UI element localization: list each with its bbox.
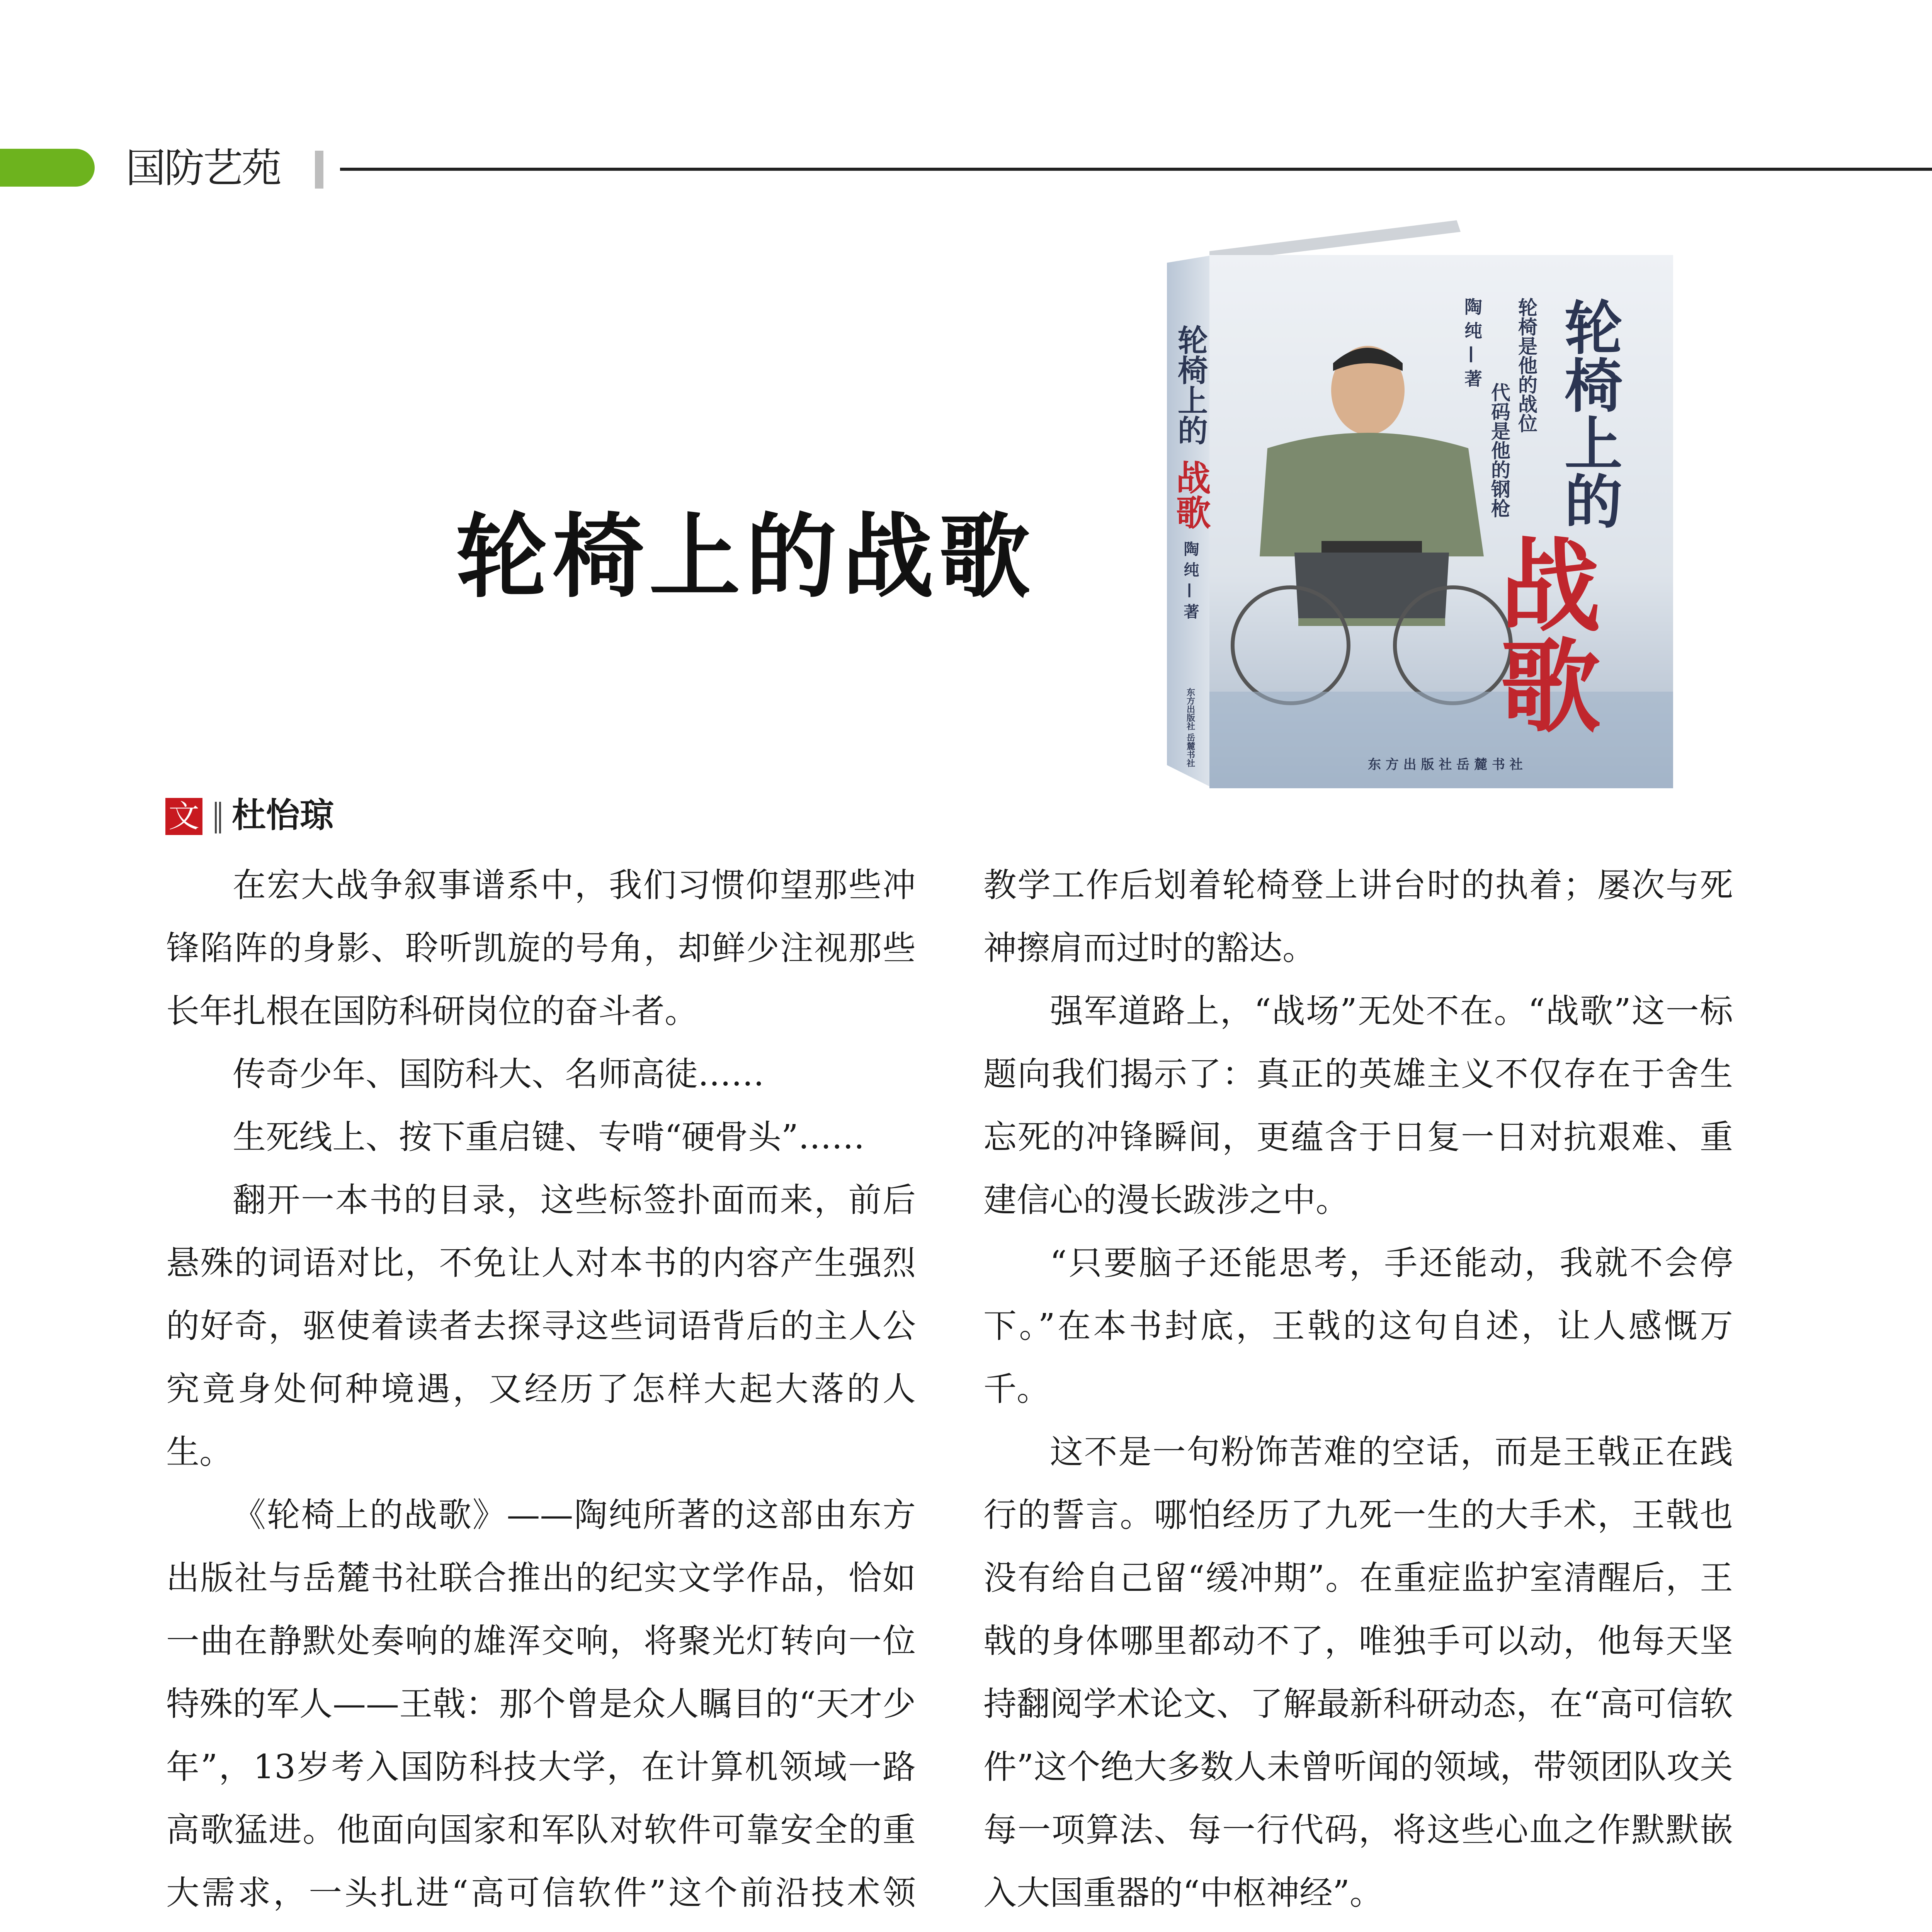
paragraph: 翻开一本书的目录，这些标签扑面而来，前后悬殊的词语对比，不免让人对本书的内容产生强烈的好奇，驱使着读者去探寻这些词语背后的主人公究竟身处何种境遇，又经历了怎样大起大落的人生。 (166, 1181, 916, 1471)
cover-subtitle-1: 轮椅是他的战位 (1515, 298, 1537, 433)
cover-subtitle-2: 代码是他的钢枪 (1488, 383, 1510, 518)
paragraph: 传奇少年、国防科大、名师高徒…… (233, 1055, 764, 1094)
section-name: 国防艺苑 (126, 145, 281, 192)
cover-title-bottom: 战歌 (1483, 533, 1600, 734)
paragraph: 这不是一句粉饰苦难的空话，而是王戟正在践行的誓言。哪怕经历了九死一生的大手术，王戟也没有给自己留“缓冲期”。在重症监护室清醒后，王戟的身体哪里都动不了，唯独手可以动，他每天坚持翻阅学术论文、了解最新科研动态，在“高可信软件”这个绝大多数人未曾听闻的领域，带领团队攻关每一项算法、每一行代码，将这些心血之作默默嵌入大国重器的“中枢神经”。 (983, 1433, 1733, 1912)
cover-author: 陶 纯 — 著 (1462, 298, 1483, 388)
spine-title-bottom: 战歌 (1170, 460, 1211, 529)
paragraph: 教学工作后划着轮椅登上讲台时的执着；屡次与死神擦肩而过时的豁达。 (983, 866, 1733, 968)
byline-tag: 文 (165, 798, 202, 835)
header-rule (340, 168, 1932, 171)
book-cover-image (1151, 209, 1685, 796)
cover-title-top: 轮椅上的 (1554, 298, 1622, 529)
section-divider (315, 151, 323, 189)
paragraph: 生死线上、按下重启键、专啃“硬骨头”…… (233, 1118, 865, 1156)
spine-title-top: 轮椅上的 (1173, 325, 1208, 445)
spine-publishers: 东方出版社 岳麓书社 (1185, 688, 1195, 767)
spine-author: 陶 纯 — 著 (1181, 541, 1199, 619)
article-title: 轮椅上的战歌 (456, 503, 1036, 610)
paragraph (983, 1925, 1733, 1932)
author-name: 杜怡琼 (232, 795, 334, 835)
byline-separator (215, 802, 221, 833)
cover-publishers: 东 方 出 版 社 岳 麓 书 社 (1368, 757, 1523, 772)
paragraph: 强军道路上，“战场”无处不在。“战歌”这一标题向我们揭示了：真正的英雄主义不仅存在于舍生忘死的冲锋瞬间，更蕴含于日复一日对抗艰难、重建信心的漫长跋涉之中。 (983, 992, 1733, 1219)
paragraph: 在宏大战争叙事谱系中，我们习惯仰望那些冲锋陷阵的身影、聆听凯旋的号角，却鲜少注视那些长年扎根在国防科研岗位的奋斗者。 (166, 866, 916, 1031)
paragraph: “只要脑子还能思考，手还能动，我就不会停下。”在本书封底，王戟的这句自述，让人感慨万千。 (983, 1244, 1733, 1408)
section-accent-pill (0, 149, 95, 187)
article-right-column (983, 854, 1733, 1932)
article-left-column (166, 854, 916, 1932)
camo-pattern (1209, 692, 1673, 788)
paragraph: 《轮椅上的战歌》——陶纯所著的这部由东方出版社与岳麓书社联合推出的纪实文学作品，恰如一曲在静默处奏响的雄浑交响，将聚光灯转向一位特殊的军人——王戟：那个曾是众人瞩目的“天才少年”，13岁考入国防科技大学，在计算机领域一路高歌猛进。他面向国家和军队对软件可靠安全的重大需求，一头扎进“高可信软件”这个前沿技术领 (166, 1496, 916, 1912)
